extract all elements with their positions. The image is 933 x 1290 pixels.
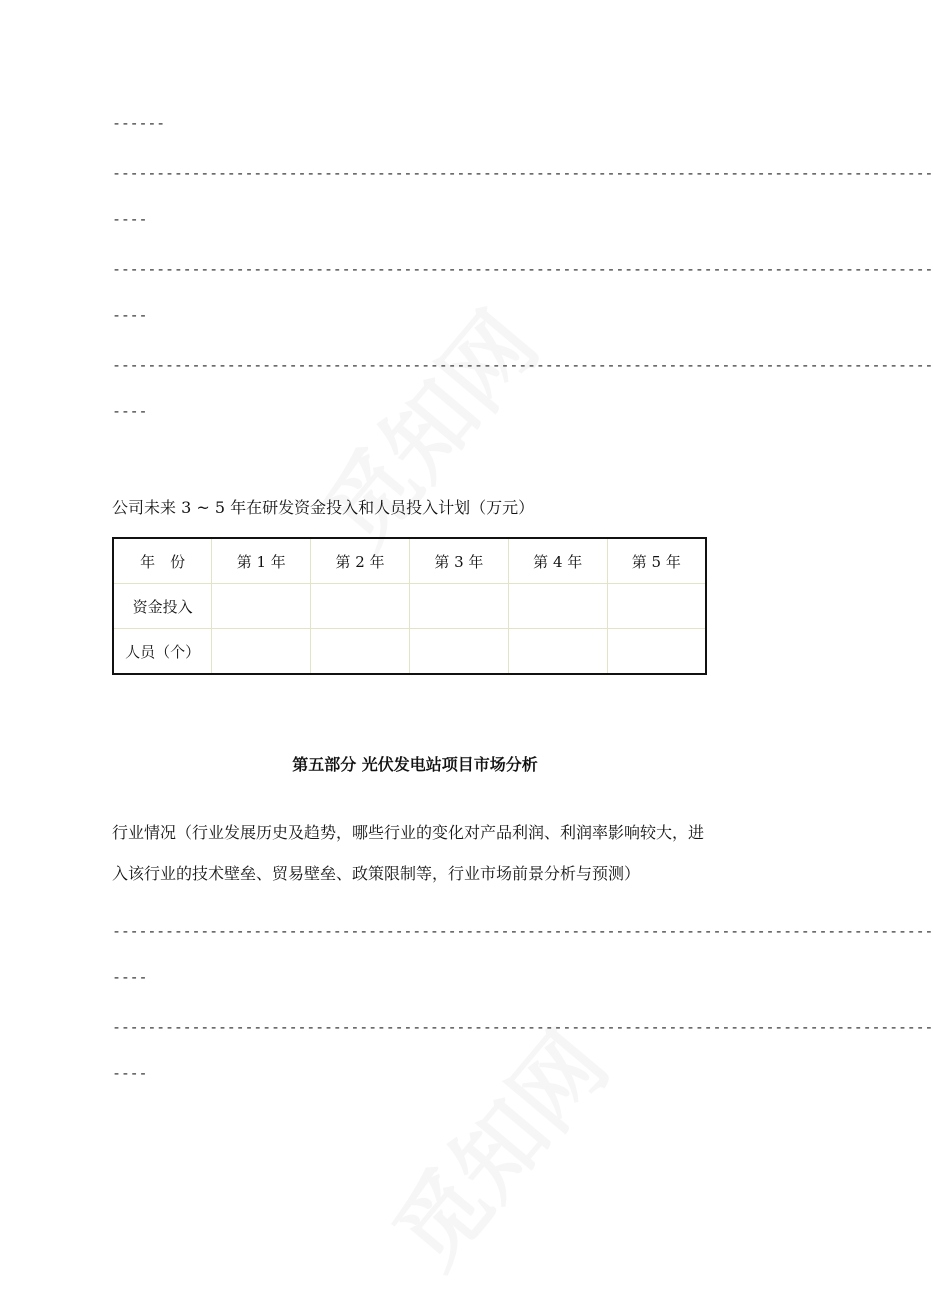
blank-line: ---- [112,968,148,986]
table-cell[interactable] [508,584,607,629]
table-header-row [113,538,706,584]
blank-line: --------------------------------------------------------------------------------------------- [112,164,933,182]
table-cell[interactable] [607,584,706,629]
blank-line: ---- [112,402,148,420]
blank-line: --------------------------------------------------------------------------------------------- [112,356,933,374]
row-label: 资金投入 [113,584,212,629]
blank-line: --------------------------------------------------------------------------------------------- [112,1018,933,1036]
table-header-cell: 第 3 年 [409,538,508,584]
blank-line: ---- [112,210,148,228]
table-cell[interactable] [607,629,706,675]
investment-plan-table [112,537,707,675]
table-header-cell: 年 份 [113,538,212,584]
industry-paragraph: 行业情况（行业发展历史及趋势，哪些行业的变化对产品利润、利润率影响较大，进 [112,823,705,842]
watermark [358,1000,631,1290]
blank-line: --------------------------------------------------------------------------------------------- [112,922,933,940]
table-header-cell: 第 2 年 [311,538,410,584]
table-cell[interactable] [409,629,508,675]
table-header-cell: 第 4 年 [508,538,607,584]
table-cell[interactable] [311,629,410,675]
table-cell[interactable] [508,629,607,675]
plan-title: 公司未来 3 ~ 5 年在研发资金投入和人员投入计划（万元） [112,498,535,517]
row-label: 人员（个） [113,629,212,675]
table-cell[interactable] [212,584,311,629]
blank-line: --------------------------------------------------------------------------------------------- [112,260,933,278]
blank-line: ---- [112,306,148,324]
table-header-cell: 第 1 年 [212,538,311,584]
table-row [113,584,706,629]
table-cell[interactable] [409,584,508,629]
industry-paragraph: 入该行业的技术壁垒、贸易壁垒、政策限制等，行业市场前景分析与预测） [112,864,641,883]
table-row [113,629,706,675]
blank-line: ---- [112,1064,148,1082]
table-header-cell: 第 5 年 [607,538,706,584]
table-cell[interactable] [212,629,311,675]
blank-line: ------ [112,114,165,132]
table-cell[interactable] [311,584,410,629]
section-heading: 第五部分 光伏发电站项目市场分析 [292,755,538,774]
